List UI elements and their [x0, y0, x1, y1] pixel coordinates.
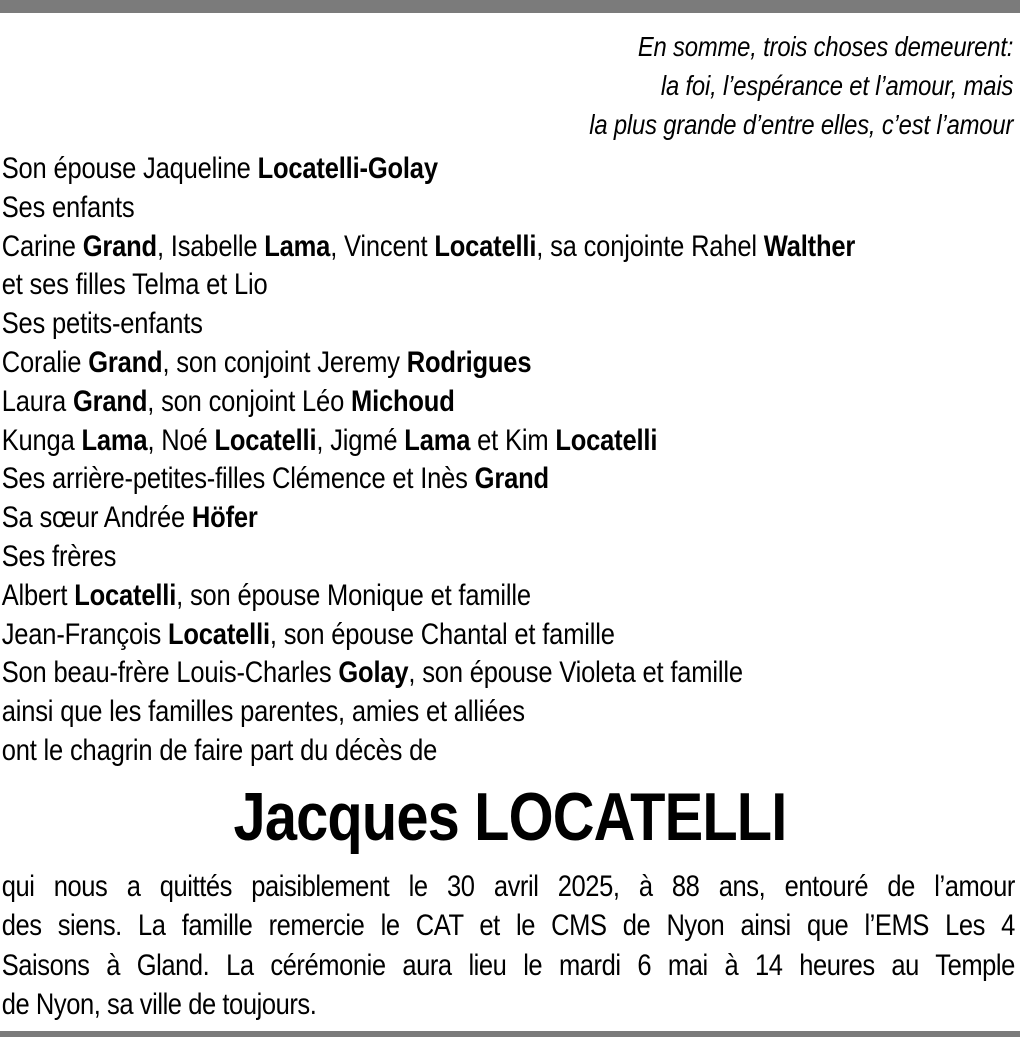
family-text: , son conjoint Léo: [147, 384, 351, 418]
epigraph: [0, 13, 1020, 144]
epigraph-line: En somme, trois choses demeurent:: [637, 31, 1014, 62]
family-surname: Höfer: [191, 501, 258, 535]
family-text: Laura: [1, 384, 73, 418]
family-text: , son épouse Violeta et famille: [408, 656, 743, 690]
family-text: Albert: [1, 578, 75, 612]
family-surname: Locatelli: [434, 229, 537, 263]
family-text: Ses frères: [1, 539, 117, 573]
bottom-divider-bar: [0, 1031, 1020, 1037]
family-surname: Golay: [338, 656, 409, 690]
epigraph-line: la foi, l’espérance et l’amour, mais: [660, 70, 1014, 101]
family-line: [2, 422, 1020, 461]
family-surname: Lama: [404, 423, 471, 457]
family-line: [2, 693, 1020, 732]
family-surname: Grand: [88, 345, 163, 379]
family-line: [2, 616, 1020, 655]
family-surname: Grand: [72, 384, 148, 418]
family-line: [2, 228, 1020, 267]
family-text: , Noé: [147, 423, 215, 457]
family-line: [2, 344, 1020, 383]
family-text: et ses filles Telma et Lio: [1, 268, 268, 302]
closing-line: qui nous a quittés paisiblement le 30 avril 2025, à 88 ans, entouré de l’amour: [1, 869, 1015, 903]
family-line: [2, 460, 1020, 499]
family-line: [2, 499, 1020, 538]
family-surname: Locatelli: [74, 578, 177, 612]
family-text: et Kim: [470, 423, 556, 457]
family-text: , Jigmé: [316, 423, 405, 457]
family-surname: Walther: [763, 229, 856, 263]
family-text: , Vincent: [330, 229, 435, 263]
family-text: ont le chagrin de faire part du décès de: [1, 733, 438, 767]
family-text: Coralie: [1, 345, 89, 379]
family-line: [2, 654, 1020, 693]
family-text: Sa sœur Andrée: [1, 501, 192, 535]
deceased-name: Jacques LOCATELLI: [233, 778, 787, 855]
family-text: Kunga: [1, 423, 82, 457]
family-line: [2, 189, 1020, 228]
family-line: [2, 732, 1020, 771]
family-surname: Grand: [82, 229, 157, 263]
family-surname: Michoud: [350, 384, 455, 418]
family-line: [2, 305, 1020, 344]
closing-paragraph: [0, 867, 1020, 1025]
family-surname: Rodrigues: [406, 345, 532, 379]
family-line: [2, 577, 1020, 616]
family-text: , Isabelle: [156, 229, 265, 263]
notice-content: [0, 13, 1020, 1025]
family-line: [2, 383, 1020, 422]
family-text: Carine: [1, 229, 83, 263]
family-text: , son épouse Monique et famille: [176, 578, 531, 612]
closing-line: Saisons à Gland. La cérémonie aura lieu le mardi 6 mai à 14 heures au Temple: [1, 948, 1015, 982]
family-line: [2, 266, 1020, 305]
family-surname: Locatelli: [167, 617, 270, 651]
family-line: [2, 538, 1020, 577]
family-surname: Locatelli: [214, 423, 317, 457]
epigraph-line: la plus grande d’entre elles, c’est l’amour: [589, 109, 1014, 140]
family-line: [2, 150, 1020, 189]
family-text: , sa conjointe Rahel: [536, 229, 764, 263]
family-surname: Lama: [264, 229, 331, 263]
closing-line: de Nyon, sa ville de toujours.: [1, 988, 317, 1022]
family-text: Ses arrière-petites-filles Clémence et Inès: [1, 462, 475, 496]
family-surname: Grand: [474, 462, 549, 496]
closing-line: des siens. La famille remercie le CAT et le CMS de Nyon ainsi que l’EMS Les 4: [1, 909, 1015, 943]
family-text: Jean-François: [1, 617, 168, 651]
family-text: Ses enfants: [1, 190, 135, 224]
family-list: [0, 150, 1020, 771]
family-text: , son conjoint Jeremy: [162, 345, 407, 379]
family-text: ainsi que les familles parentes, amies et alliées: [1, 695, 525, 729]
family-text: Son beau-frère Louis-Charles: [1, 656, 339, 690]
family-surname: Locatelli-Golay: [257, 152, 438, 185]
family-text: Ses petits-enfants: [1, 307, 203, 341]
family-surname: Locatelli: [555, 423, 658, 457]
top-divider-bar: [0, 0, 1020, 13]
family-surname: Lama: [81, 423, 148, 457]
family-text: Son épouse Jaqueline: [1, 152, 258, 185]
family-text: , son épouse Chantal et famille: [269, 617, 615, 651]
